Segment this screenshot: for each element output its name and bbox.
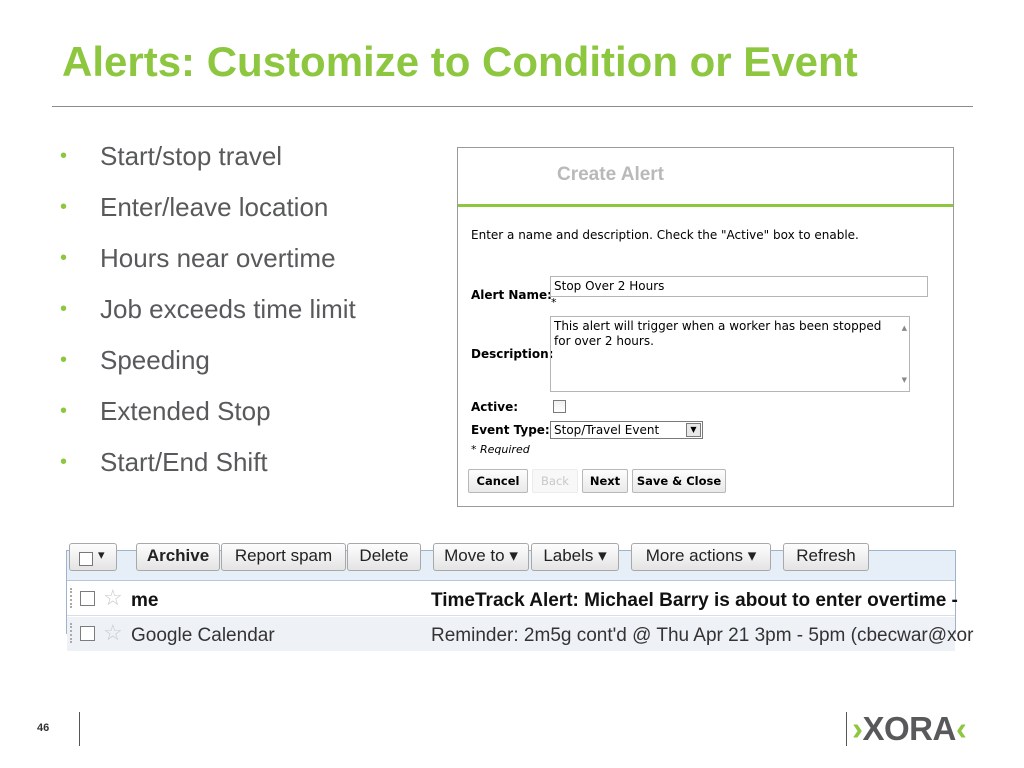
drag-handle-icon[interactable] bbox=[70, 623, 74, 643]
save-close-button[interactable]: Save & Close bbox=[632, 469, 726, 493]
footer-divider-right bbox=[846, 712, 847, 746]
event-type-label: Event Type: bbox=[471, 423, 550, 437]
scroll-up-arrow-icon[interactable]: ▲ bbox=[901, 324, 907, 332]
logo-wordmark: XORA bbox=[862, 710, 956, 747]
chevron-down-icon: ▾ bbox=[98, 547, 105, 562]
page-number: 46 bbox=[37, 722, 50, 734]
labels-dropdown[interactable]: Labels ▾ bbox=[531, 543, 619, 571]
delete-button[interactable]: Delete bbox=[347, 543, 421, 571]
bullet-text: Hours near overtime bbox=[100, 243, 336, 273]
email-row[interactable] bbox=[67, 582, 958, 616]
bullet-item bbox=[60, 138, 356, 189]
dialog-instructions: Enter a name and description. Check the "Active" box to enable. bbox=[471, 228, 859, 242]
required-marker: * bbox=[551, 296, 557, 309]
bullet-dot: • bbox=[60, 247, 68, 269]
title-divider bbox=[52, 106, 973, 107]
bullet-item bbox=[60, 393, 356, 444]
cancel-button[interactable]: Cancel bbox=[468, 469, 528, 493]
slide-title: Alerts: Customize to Condition or Event bbox=[62, 38, 858, 85]
email-subject: TimeTrack Alert: Michael Barry is about to enter overtime - bbox=[431, 590, 958, 611]
more-actions-dropdown[interactable]: More actions ▾ bbox=[631, 543, 771, 571]
archive-button[interactable]: Archive bbox=[136, 543, 220, 571]
email-checkbox[interactable] bbox=[80, 626, 95, 641]
email-subject: Reminder: 2m5g cont'd @ Thu Apr 21 3pm - 5pm (cbecwar@xor bbox=[431, 625, 974, 646]
drag-handle-icon[interactable] bbox=[70, 588, 74, 608]
bullet-text: Job exceeds time limit bbox=[100, 294, 356, 324]
bullet-item bbox=[60, 444, 356, 495]
create-alert-dialog bbox=[457, 147, 954, 507]
description-text: This alert will trigger when a worker has been stopped for over 2 hours. bbox=[554, 319, 882, 348]
email-sender: Google Calendar bbox=[131, 625, 275, 646]
dropdown-arrow-icon[interactable]: ▼ bbox=[686, 423, 701, 437]
active-checkbox[interactable] bbox=[553, 400, 566, 413]
bullet-dot: • bbox=[60, 196, 68, 218]
feature-bullet-list bbox=[60, 138, 356, 495]
select-all-checkbox[interactable] bbox=[79, 552, 93, 566]
alert-name-input[interactable]: Stop Over 2 Hours bbox=[550, 276, 928, 297]
bullet-dot: • bbox=[60, 298, 68, 320]
logo-chevron-left-icon: ‹ bbox=[955, 710, 967, 747]
dialog-title-divider bbox=[458, 204, 953, 207]
bullet-dot: • bbox=[60, 145, 68, 167]
active-label: Active: bbox=[471, 400, 519, 414]
required-note: * Required bbox=[471, 443, 530, 456]
select-all-dropdown[interactable] bbox=[69, 543, 117, 571]
bullet-text: Extended Stop bbox=[100, 396, 271, 426]
event-type-value: Stop/Travel Event bbox=[554, 423, 660, 437]
bullet-item bbox=[60, 240, 356, 291]
bullet-text: Start/stop travel bbox=[100, 141, 283, 171]
gmail-toolbar bbox=[67, 546, 955, 581]
refresh-button[interactable]: Refresh bbox=[783, 543, 869, 571]
description-textarea[interactable] bbox=[550, 316, 910, 392]
bullet-text: Speeding bbox=[100, 345, 210, 375]
bullet-item bbox=[60, 291, 356, 342]
bullet-dot: • bbox=[60, 349, 68, 371]
bullet-text: Start/End Shift bbox=[100, 447, 268, 477]
report-spam-button[interactable]: Report spam bbox=[221, 543, 346, 571]
email-row[interactable] bbox=[67, 617, 974, 651]
bullet-dot: • bbox=[60, 400, 68, 422]
email-checkbox[interactable] bbox=[80, 591, 95, 606]
xora-logo bbox=[852, 711, 966, 747]
bullet-text: Enter/leave location bbox=[100, 192, 329, 222]
move-to-dropdown[interactable]: Move to ▾ bbox=[433, 543, 529, 571]
bullet-item bbox=[60, 189, 356, 240]
event-type-select[interactable] bbox=[550, 421, 703, 439]
star-icon[interactable]: ☆ bbox=[103, 620, 123, 645]
logo-chevron-right-icon: › bbox=[852, 710, 863, 747]
next-button[interactable]: Next bbox=[582, 469, 628, 493]
alert-name-label: Alert Name: bbox=[471, 288, 552, 302]
scroll-down-arrow-icon[interactable]: ▼ bbox=[901, 376, 907, 384]
gmail-inbox-snippet bbox=[66, 546, 974, 646]
description-label: Description: bbox=[471, 347, 554, 361]
back-button[interactable]: Back bbox=[532, 469, 578, 493]
footer-divider-left bbox=[79, 712, 80, 746]
email-sender: me bbox=[131, 590, 159, 611]
star-icon[interactable]: ☆ bbox=[103, 585, 123, 610]
bullet-item bbox=[60, 342, 356, 393]
bullet-dot: • bbox=[60, 451, 68, 473]
dialog-title: Create Alert bbox=[557, 164, 665, 185]
